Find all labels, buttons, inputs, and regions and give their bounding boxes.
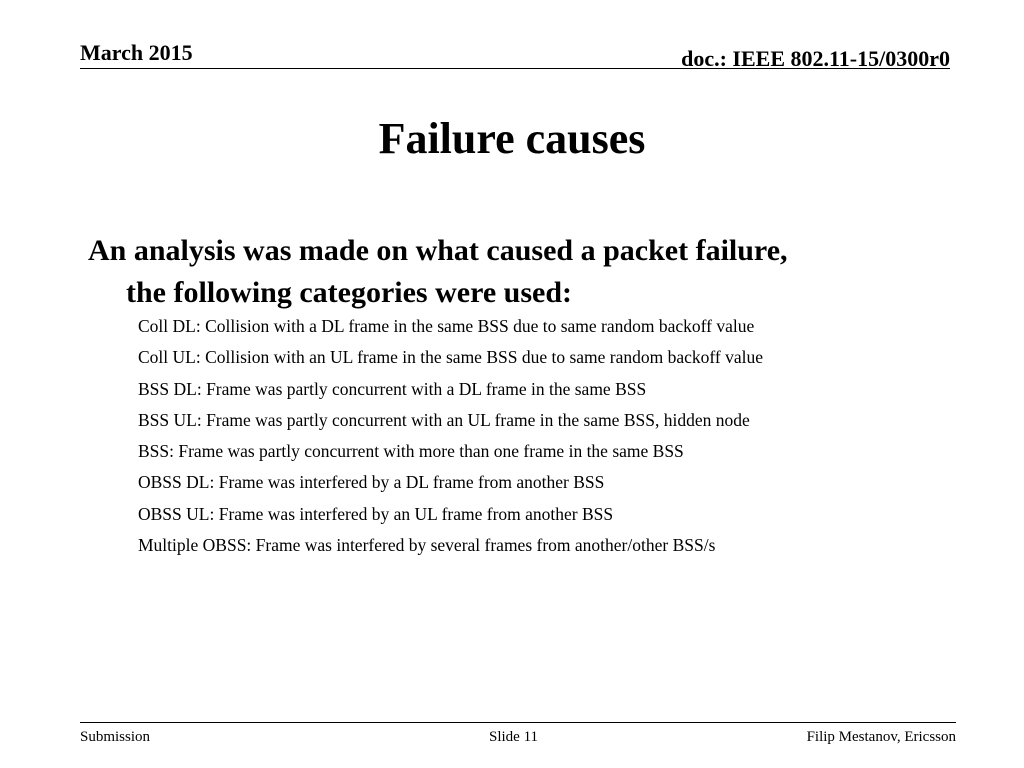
header-date: March 2015 bbox=[80, 40, 193, 65]
category-item: BSS UL: Frame was partly concurrent with an UL frame in the same BSS, hidden node bbox=[138, 409, 750, 430]
category-item: OBSS UL: Frame was interfered by an UL frame from another BSS bbox=[138, 503, 614, 524]
category-list bbox=[138, 316, 958, 566]
category-item: Coll UL: Collision with an UL frame in the same BSS due to same random backoff value bbox=[138, 347, 764, 368]
header-doc-id: doc.: IEEE 802.11-15/0300r0 bbox=[681, 46, 950, 71]
intro-paragraph bbox=[88, 230, 948, 314]
footer-divider bbox=[80, 722, 956, 723]
header-divider bbox=[80, 68, 950, 69]
category-item: BSS: Frame was partly concurrent with more than one frame in the same BSS bbox=[138, 441, 684, 462]
category-item: BSS DL: Frame was partly concurrent with a DL frame in the same BSS bbox=[138, 378, 647, 399]
footer-slide-number: Slide 11 bbox=[489, 729, 539, 745]
intro-line-2: the following categories were used: bbox=[126, 276, 573, 309]
intro-line-1: An analysis was made on what caused a packet failure, bbox=[88, 234, 788, 267]
footer-submission: Submission bbox=[80, 729, 151, 745]
category-item: OBSS DL: Frame was interfered by a DL frame from another BSS bbox=[138, 472, 605, 493]
footer-author: Filip Mestanov, Ericsson bbox=[806, 729, 956, 745]
category-item: Coll DL: Collision with a DL frame in the same BSS due to same random backoff value bbox=[138, 316, 755, 336]
category-item: Multiple OBSS: Frame was interfered by several frames from another/other BSS/s bbox=[138, 535, 716, 556]
slide-title: Failure causes bbox=[378, 114, 646, 163]
